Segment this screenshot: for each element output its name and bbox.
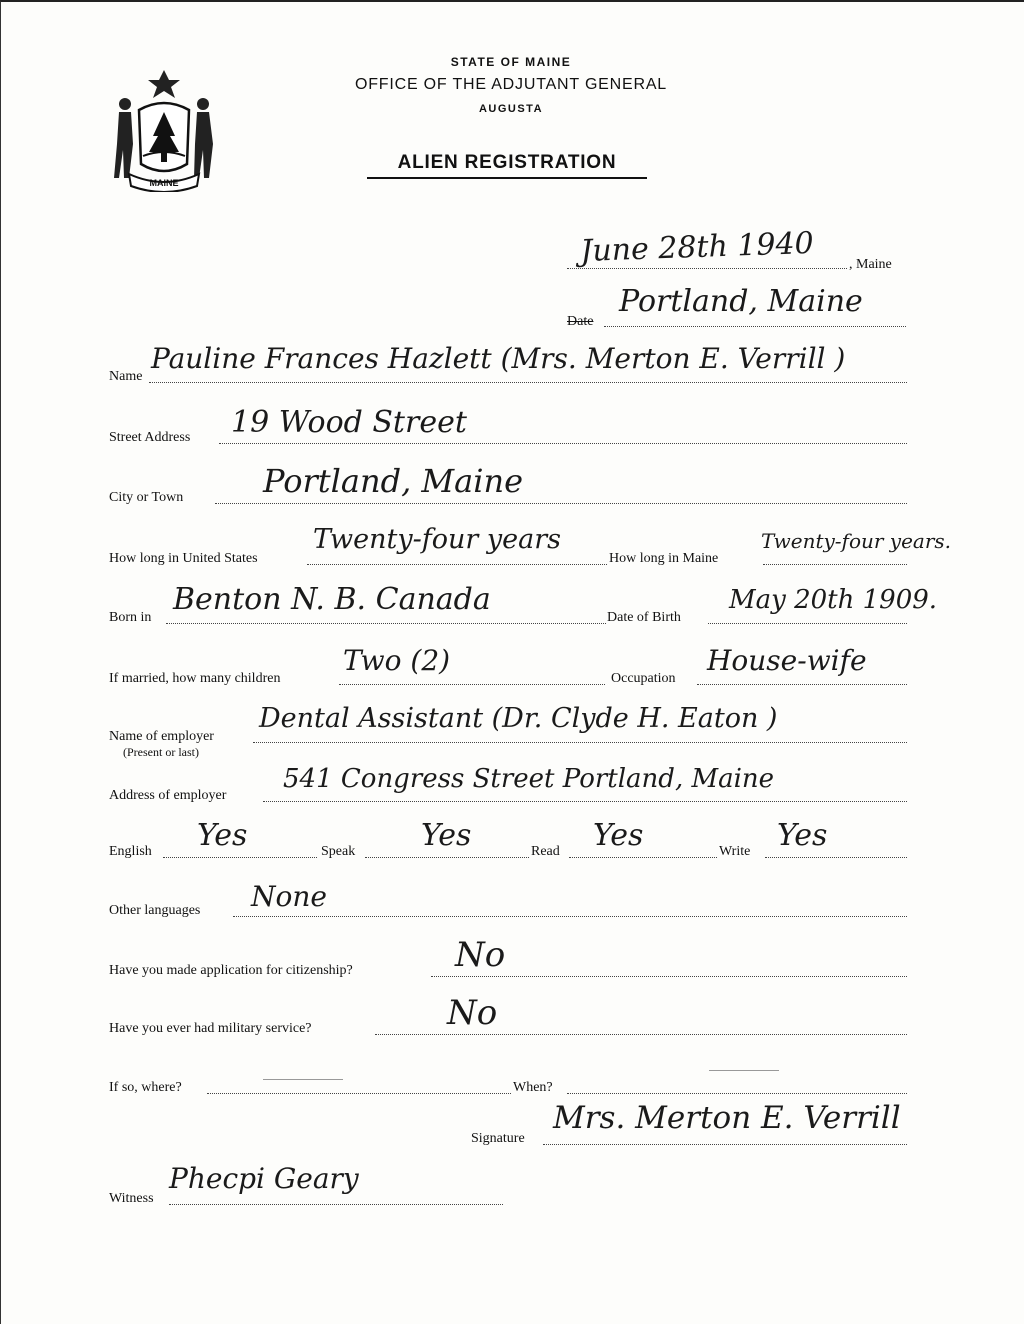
- witness-line: [169, 1204, 503, 1205]
- form-title: ALIEN REGISTRATION: [367, 152, 647, 179]
- header-city: AUGUSTA: [478, 103, 544, 115]
- where-label: If so, where?: [109, 1080, 182, 1095]
- other-languages-label: Other languages: [109, 903, 201, 918]
- when-label: When?: [513, 1080, 553, 1095]
- place-line: [604, 326, 906, 327]
- english-label: English: [109, 844, 152, 859]
- occupation-value: House-wife: [707, 644, 867, 677]
- city-label: City or Town: [109, 490, 184, 505]
- header-state: STATE OF MAINE: [450, 55, 572, 69]
- where-dash: [263, 1079, 343, 1080]
- children-value: Two (2): [343, 644, 451, 677]
- read-line: [569, 857, 717, 858]
- occupation-label: Occupation: [611, 671, 676, 686]
- military-label: Have you ever had military service?: [109, 1021, 312, 1036]
- street-label: Street Address: [109, 430, 191, 445]
- how-long-us-label: How long in United States: [109, 551, 258, 566]
- date-value: June 28th 1940: [579, 225, 815, 269]
- how-long-maine-value: Twenty-four years.: [761, 529, 952, 553]
- military-value: No: [447, 993, 498, 1033]
- military-line: [375, 1034, 907, 1035]
- name-value: Pauline Frances Hazlett (Mrs. Merton E. Verrill ): [151, 342, 846, 375]
- write-label: Write: [719, 844, 751, 859]
- city-line: [215, 503, 907, 504]
- employer-line: [253, 742, 907, 743]
- date-label: Date: [567, 314, 594, 329]
- when-dash: [709, 1070, 779, 1071]
- employer-address-line: [263, 801, 907, 802]
- maine-label: , Maine: [849, 257, 892, 272]
- speak-line: [365, 857, 529, 858]
- children-label: If married, how many children: [109, 671, 281, 686]
- occupation-line: [697, 684, 907, 685]
- date-line: [567, 268, 847, 269]
- read-label: Read: [531, 844, 560, 859]
- name-label: Name: [109, 369, 143, 384]
- dob-label: Date of Birth: [607, 610, 681, 625]
- employer-address-label: Address of employer: [109, 788, 227, 803]
- maine-state-seal-icon: [109, 66, 219, 192]
- where-line: [207, 1093, 511, 1094]
- street-value: 19 Wood Street: [231, 405, 467, 440]
- employer-label: Name of employer: [109, 729, 214, 744]
- citizenship-label: Have you made application for citizenship?: [109, 963, 353, 978]
- name-line: [149, 382, 907, 383]
- signature-value: Mrs. Merton E. Verrill: [553, 1100, 901, 1136]
- city-value: Portland, Maine: [263, 462, 524, 500]
- born-in-label: Born in: [109, 610, 152, 625]
- dob-value: May 20th 1909.: [729, 585, 938, 615]
- signature-line: [543, 1144, 907, 1145]
- born-in-value: Benton N. B. Canada: [173, 582, 491, 617]
- how-long-us-value: Twenty-four years: [313, 524, 561, 555]
- citizenship-value: No: [455, 935, 506, 975]
- place-value: Portland, Maine: [619, 284, 863, 319]
- witness-value: Phecpi Geary: [169, 1162, 359, 1195]
- employer-value: Dental Assistant (Dr. Clyde H. Eaton ): [259, 703, 778, 734]
- employer-address-value: 541 Congress Street Portland, Maine: [283, 764, 775, 794]
- write-value: Yes: [777, 818, 828, 853]
- other-languages-value: None: [251, 880, 327, 913]
- how-long-maine-line: [763, 564, 907, 565]
- english-value: Yes: [197, 818, 248, 853]
- born-in-line: [166, 623, 606, 624]
- when-line: [567, 1093, 907, 1094]
- write-line: [765, 857, 907, 858]
- how-long-us-line: [307, 564, 607, 565]
- read-value: Yes: [593, 818, 644, 853]
- header-office: OFFICE OF THE ADJUTANT GENERAL: [354, 76, 668, 93]
- speak-value: Yes: [421, 818, 472, 853]
- speak-label: Speak: [321, 844, 356, 859]
- dob-line: [708, 623, 907, 624]
- english-line: [163, 857, 317, 858]
- children-line: [339, 684, 605, 685]
- how-long-maine-label: How long in Maine: [609, 551, 719, 566]
- employer-note: (Present or last): [123, 745, 199, 759]
- citizenship-line: [431, 976, 907, 977]
- witness-label: Witness: [109, 1191, 154, 1206]
- street-line: [219, 443, 907, 444]
- seal-motto: MAINE: [149, 178, 179, 188]
- signature-label: Signature: [471, 1131, 525, 1146]
- other-languages-line: [233, 916, 907, 917]
